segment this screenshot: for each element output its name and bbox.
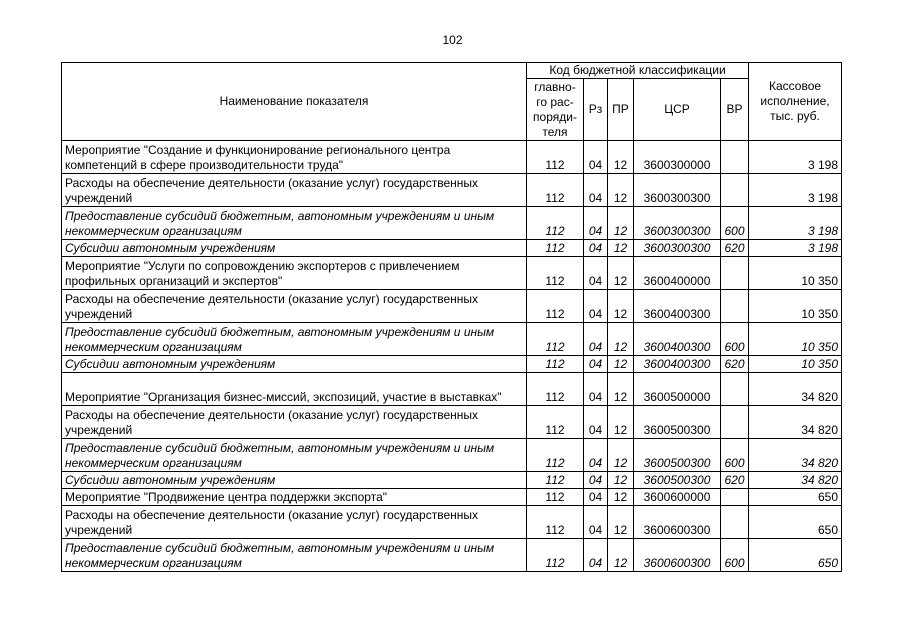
header-pr: ПР bbox=[608, 79, 634, 141]
table-row bbox=[62, 290, 842, 323]
cell-pr: 12 bbox=[608, 207, 634, 240]
cell-rz: 04 bbox=[584, 373, 608, 406]
cell-csr: 3600600300 bbox=[634, 539, 721, 572]
cell-pr: 12 bbox=[608, 290, 634, 323]
cell-vr bbox=[721, 406, 749, 439]
cell-name: Расходы на обеспечение деятельности (оказание услуг) государственных учреждений bbox=[62, 406, 527, 439]
cell-vr bbox=[721, 290, 749, 323]
table-row bbox=[62, 141, 842, 174]
cell-vr: 620 bbox=[721, 240, 749, 257]
cell-glavny: 112 bbox=[527, 207, 584, 240]
cell-csr: 3600300300 bbox=[634, 207, 721, 240]
cell-vr: 620 bbox=[721, 472, 749, 489]
cell-vr bbox=[721, 141, 749, 174]
cell-rz: 04 bbox=[584, 207, 608, 240]
cell-vr: 600 bbox=[721, 323, 749, 356]
cell-glavny: 112 bbox=[527, 472, 584, 489]
cell-glavny: 112 bbox=[527, 290, 584, 323]
table-row bbox=[62, 472, 842, 489]
cell-amount: 34 820 bbox=[749, 472, 842, 489]
header-name: Наименование показателя bbox=[62, 63, 527, 141]
cell-amount: 34 820 bbox=[749, 406, 842, 439]
cell-glavny: 112 bbox=[527, 506, 584, 539]
cell-amount: 650 bbox=[749, 539, 842, 572]
page-number: 102 bbox=[442, 33, 463, 47]
cell-rz: 04 bbox=[584, 141, 608, 174]
cell-csr: 3600400000 bbox=[634, 257, 721, 290]
cell-vr bbox=[721, 506, 749, 539]
cell-name: Предоставление субсидий бюджетным, автономным учреждениям и иным некоммерческим организациям bbox=[62, 323, 527, 356]
cell-name: Субсидии автономным учреждениям bbox=[62, 472, 527, 489]
cell-csr: 3600500000 bbox=[634, 373, 721, 406]
cell-glavny: 112 bbox=[527, 539, 584, 572]
cell-rz: 04 bbox=[584, 240, 608, 257]
cell-name: Расходы на обеспечение деятельности (оказание услуг) государственных учреждений bbox=[62, 174, 527, 207]
cell-glavny: 112 bbox=[527, 489, 584, 506]
cell-rz: 04 bbox=[584, 489, 608, 506]
header-rz: Рз bbox=[584, 79, 608, 141]
cell-pr: 12 bbox=[608, 406, 634, 439]
table-row bbox=[62, 240, 842, 257]
cell-amount: 650 bbox=[749, 489, 842, 506]
cell-csr: 3600400300 bbox=[634, 323, 721, 356]
cell-rz: 04 bbox=[584, 406, 608, 439]
cell-rz: 04 bbox=[584, 439, 608, 472]
cell-pr: 12 bbox=[608, 489, 634, 506]
cell-csr: 3600300000 bbox=[634, 141, 721, 174]
cell-glavny: 112 bbox=[527, 406, 584, 439]
cell-name: Субсидии автономным учреждениям bbox=[62, 356, 527, 373]
cell-csr: 3600400300 bbox=[634, 290, 721, 323]
table-row bbox=[62, 373, 842, 406]
cell-amount: 3 198 bbox=[749, 141, 842, 174]
cell-glavny: 112 bbox=[527, 240, 584, 257]
cell-pr: 12 bbox=[608, 539, 634, 572]
header-vr: ВР bbox=[721, 79, 749, 141]
table-row bbox=[62, 489, 842, 506]
cell-rz: 04 bbox=[584, 174, 608, 207]
header-budget-code: Код бюджетной классификации bbox=[527, 63, 749, 79]
table-row bbox=[62, 356, 842, 373]
cell-name: Мероприятие "Услуги по сопровождению экспортеров с привлечением профильных организаций и экспертов" bbox=[62, 257, 527, 290]
cell-pr: 12 bbox=[608, 356, 634, 373]
cell-csr: 3600300300 bbox=[634, 240, 721, 257]
header-amount: Кассовое исполнение, тыс. руб. bbox=[749, 63, 842, 141]
cell-rz: 04 bbox=[584, 506, 608, 539]
cell-rz: 04 bbox=[584, 539, 608, 572]
cell-pr: 12 bbox=[608, 373, 634, 406]
cell-amount: 34 820 bbox=[749, 439, 842, 472]
cell-name: Предоставление субсидий бюджетным, автономным учреждениям и иным некоммерческим организациям bbox=[62, 539, 527, 572]
cell-amount: 650 bbox=[749, 506, 842, 539]
table-row bbox=[62, 439, 842, 472]
cell-glavny: 112 bbox=[527, 323, 584, 356]
table-row bbox=[62, 174, 842, 207]
cell-rz: 04 bbox=[584, 356, 608, 373]
cell-pr: 12 bbox=[608, 141, 634, 174]
cell-vr bbox=[721, 174, 749, 207]
cell-glavny: 112 bbox=[527, 373, 584, 406]
cell-csr: 3600500300 bbox=[634, 439, 721, 472]
cell-name: Мероприятие "Создание и функционирование регионального центра компетенций в сфере производительности труда" bbox=[62, 141, 527, 174]
cell-name: Предоставление субсидий бюджетным, автономным учреждениям и иным некоммерческим организациям bbox=[62, 439, 527, 472]
cell-glavny: 112 bbox=[527, 356, 584, 373]
cell-glavny: 112 bbox=[527, 439, 584, 472]
cell-vr bbox=[721, 257, 749, 290]
cell-vr: 600 bbox=[721, 207, 749, 240]
cell-glavny: 112 bbox=[527, 257, 584, 290]
cell-rz: 04 bbox=[584, 472, 608, 489]
cell-csr: 3600500300 bbox=[634, 472, 721, 489]
table-row bbox=[62, 323, 842, 356]
cell-vr: 600 bbox=[721, 439, 749, 472]
cell-amount: 3 198 bbox=[749, 174, 842, 207]
cell-pr: 12 bbox=[608, 240, 634, 257]
cell-pr: 12 bbox=[608, 174, 634, 207]
cell-amount: 3 198 bbox=[749, 207, 842, 240]
header-glavny: главно-го рас-поряди-теля bbox=[527, 79, 584, 141]
cell-amount: 34 820 bbox=[749, 373, 842, 406]
cell-vr: 620 bbox=[721, 356, 749, 373]
cell-rz: 04 bbox=[584, 257, 608, 290]
table-row bbox=[62, 207, 842, 240]
table-row bbox=[62, 257, 842, 290]
cell-rz: 04 bbox=[584, 323, 608, 356]
cell-pr: 12 bbox=[608, 323, 634, 356]
cell-vr: 600 bbox=[721, 539, 749, 572]
cell-name: Мероприятие "Организация бизнес-миссий, экспозиций, участие в выставках" bbox=[62, 373, 527, 406]
cell-glavny: 112 bbox=[527, 174, 584, 207]
cell-glavny: 112 bbox=[527, 141, 584, 174]
budget-table bbox=[61, 62, 842, 572]
cell-pr: 12 bbox=[608, 439, 634, 472]
cell-csr: 3600600000 bbox=[634, 489, 721, 506]
cell-vr bbox=[721, 373, 749, 406]
header-csr: ЦСР bbox=[634, 79, 721, 141]
cell-amount: 10 350 bbox=[749, 257, 842, 290]
cell-rz: 04 bbox=[584, 290, 608, 323]
cell-csr: 3600300300 bbox=[634, 174, 721, 207]
cell-name: Расходы на обеспечение деятельности (оказание услуг) государственных учреждений bbox=[62, 290, 527, 323]
cell-name: Предоставление субсидий бюджетным, автономным учреждениям и иным некоммерческим организациям bbox=[62, 207, 527, 240]
table-row bbox=[62, 539, 842, 572]
cell-csr: 3600400300 bbox=[634, 356, 721, 373]
table-body bbox=[62, 141, 842, 572]
table-row bbox=[62, 406, 842, 439]
cell-name: Мероприятие "Продвижение центра поддержки экспорта" bbox=[62, 489, 527, 506]
cell-name: Расходы на обеспечение деятельности (оказание услуг) государственных учреждений bbox=[62, 506, 527, 539]
cell-amount: 10 350 bbox=[749, 323, 842, 356]
cell-name: Субсидии автономным учреждениям bbox=[62, 240, 527, 257]
cell-csr: 3600600300 bbox=[634, 506, 721, 539]
cell-amount: 10 350 bbox=[749, 356, 842, 373]
cell-vr bbox=[721, 489, 749, 506]
table-row bbox=[62, 506, 842, 539]
cell-amount: 3 198 bbox=[749, 240, 842, 257]
cell-pr: 12 bbox=[608, 472, 634, 489]
cell-amount: 10 350 bbox=[749, 290, 842, 323]
cell-pr: 12 bbox=[608, 506, 634, 539]
cell-csr: 3600500300 bbox=[634, 406, 721, 439]
cell-pr: 12 bbox=[608, 257, 634, 290]
